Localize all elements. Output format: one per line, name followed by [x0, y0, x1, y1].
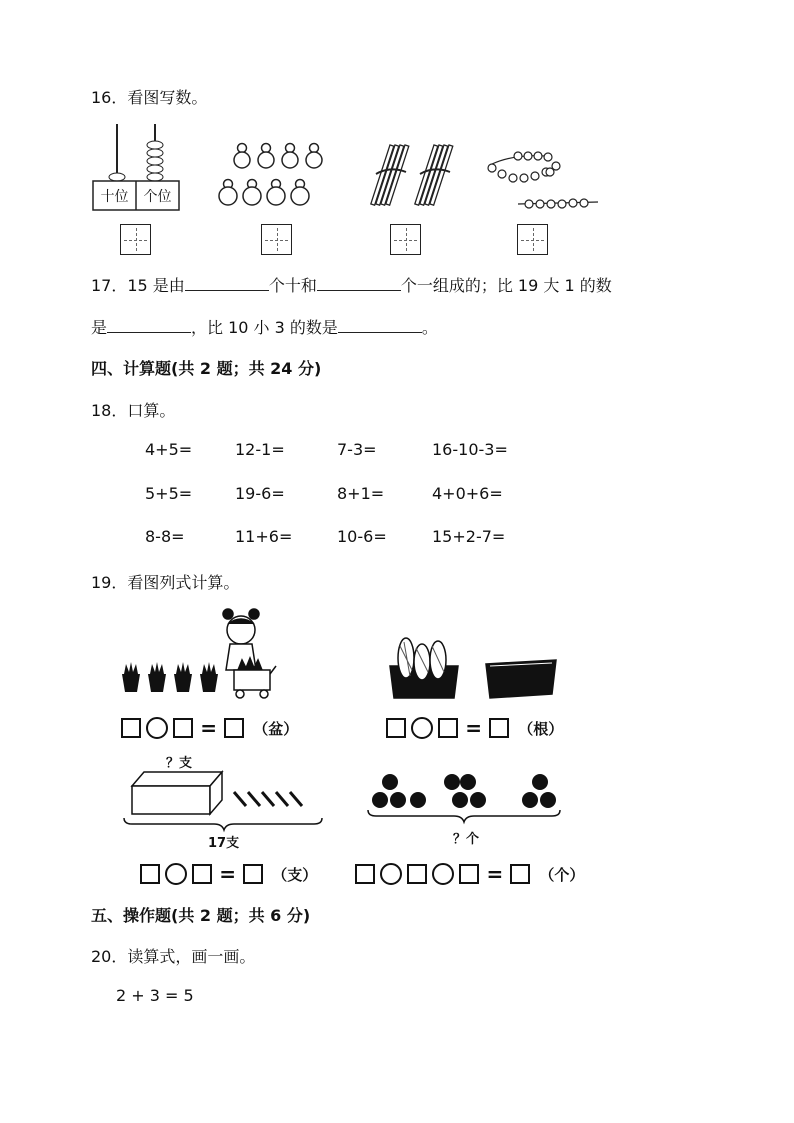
answer-square[interactable] [121, 718, 141, 738]
q17-text-d: 是 [91, 318, 108, 337]
answer-square[interactable] [510, 864, 530, 884]
equals-sign: = [465, 716, 483, 740]
question-16-title: 16．看图写数。 [91, 88, 208, 107]
calc-item: 7-3= [337, 440, 377, 459]
calc-item: 15+2-7= [432, 527, 506, 546]
answer-square[interactable] [438, 718, 458, 738]
equals-sign: = [219, 862, 237, 886]
operator-circle[interactable] [411, 717, 433, 739]
pencils-drawing [122, 768, 328, 830]
apple-question-label: ？个 [453, 832, 480, 847]
equals-sign: = [486, 862, 504, 886]
question-19-title: 19．看图列式计算。 [91, 573, 240, 592]
pencils-figure [122, 768, 328, 834]
gourds-drawing [214, 140, 330, 214]
answer-square[interactable] [173, 718, 193, 738]
equals-sign: = [200, 716, 218, 740]
q17-blank-less-than-10[interactable] [338, 316, 422, 333]
stick-bundles-drawing [368, 142, 462, 214]
abacus-tens-label: 十位 [100, 189, 129, 205]
answer-box-sticks[interactable] [390, 224, 421, 255]
question-17-line-1 [91, 273, 612, 296]
abacus-figure [92, 122, 180, 214]
answer-square[interactable] [140, 864, 160, 884]
q17-blank-tens[interactable] [185, 274, 269, 291]
question-17-line-2 [91, 315, 438, 338]
question-20-title: 20．读算式，画一画。 [91, 947, 256, 966]
q17-text-a: 17．15 是由 [91, 276, 185, 295]
operator-circle[interactable] [432, 863, 454, 885]
gourds-figure [214, 140, 330, 218]
unit-sticks: （根） [518, 719, 564, 738]
equation-apples [355, 862, 584, 886]
answer-square[interactable] [192, 864, 212, 884]
corn-baskets-drawing [386, 636, 560, 702]
calc-item: 12-1= [235, 440, 285, 459]
apples-drawing [366, 768, 566, 830]
apples-figure [366, 768, 566, 834]
answer-square[interactable] [355, 864, 375, 884]
answer-square[interactable] [224, 718, 244, 738]
calc-item: 19-6= [235, 484, 285, 503]
beads-figure [484, 150, 602, 216]
answer-square[interactable] [243, 864, 263, 884]
section-4-heading: 四、计算题(共 2 题；共 24 分) [91, 359, 322, 378]
answer-box-abacus[interactable] [120, 224, 151, 255]
question-20-formula: 2 + 3 = 5 [116, 986, 194, 1005]
equation-pencils [140, 862, 317, 886]
calc-item: 16-10-3= [432, 440, 508, 459]
answer-box-beads[interactable] [517, 224, 548, 255]
unit-apples: （个） [539, 865, 585, 884]
q17-text-b: 个十和 [268, 276, 317, 295]
potted-plants-drawing [118, 608, 278, 706]
unit-pots: （盆） [253, 719, 299, 738]
calc-item: 5+5= [145, 484, 193, 503]
question-18-title: 18．口算。 [91, 401, 176, 420]
beads-drawing [484, 150, 602, 212]
calc-item: 8+1= [337, 484, 385, 503]
answer-box-gourds[interactable] [261, 224, 292, 255]
operator-circle[interactable] [146, 717, 168, 739]
q17-text-f: 。 [421, 318, 438, 337]
corn-baskets-figure [386, 636, 560, 706]
calc-item: 11+6= [235, 527, 293, 546]
operator-circle[interactable] [165, 863, 187, 885]
calc-item: 8-8= [145, 527, 185, 546]
abacus-ones-label: 个位 [143, 189, 172, 205]
answer-square[interactable] [386, 718, 406, 738]
pencil-total-label: 17支 [208, 836, 240, 851]
answer-square[interactable] [459, 864, 479, 884]
answer-square[interactable] [489, 718, 509, 738]
stick-bundles-figure [368, 142, 462, 218]
potted-plants-figure [118, 608, 278, 710]
calc-item: 10-6= [337, 527, 387, 546]
equation-corn [386, 716, 563, 740]
q17-blank-more-than-19[interactable] [107, 316, 191, 333]
section-5-heading: 五、操作题(共 2 题；共 6 分) [91, 906, 311, 925]
calc-item: 4+0+6= [432, 484, 503, 503]
q17-text-c: 个一组成的；比 19 大 1 的数 [400, 276, 612, 295]
calc-item: 4+5= [145, 440, 193, 459]
q17-text-e: ，比 10 小 3 的数是 [191, 318, 338, 337]
answer-square[interactable] [407, 864, 427, 884]
unit-pencils: （支） [272, 865, 318, 884]
operator-circle[interactable] [380, 863, 402, 885]
pencil-question-label: ？支 [166, 756, 193, 771]
q17-blank-ones[interactable] [317, 274, 401, 291]
equation-pots [121, 716, 298, 740]
